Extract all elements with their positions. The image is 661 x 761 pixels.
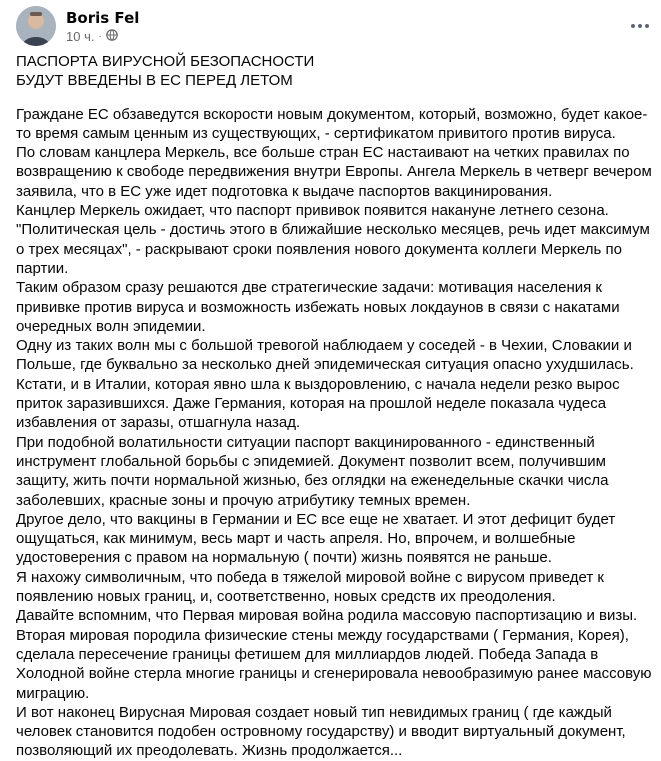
avatar-image (16, 6, 56, 46)
post-paragraph: По словам канцлера Меркель, все больше стран ЕС настаивают на четких правилах по возвращению к свободе передвижения внутри Европы. Ангела Меркель в четверг вечером заявила, что в ЕС уже идет подготовка к выдаче паспортов вакцинирования. (16, 144, 652, 200)
post-paragraph: Таким образом сразу решаются две стратегические задачи: мотивация населения к прививке против вируса и возможность избежать новых локдаунов в связи с накатами очередных волн эпидемии. (16, 279, 620, 335)
post-header (16, 6, 656, 46)
post-paragraph: Я нахожу символичным, что победа в тяжелой мировой войне с вирусом приведет к появлению новых границ, и, соответственно, новых средств их преодоления. (16, 568, 604, 606)
post-title (16, 52, 656, 91)
post-paragraph: Граждане ЕС обзаведутся вскорости новым документом, который, возможно, будет какое-то время самым ценным из существующих, - сертификатом привитого против вируса. (16, 105, 648, 142)
post-title-line: ПАСПОРТА ВИРУСНОЙ БЕЗОПАСНОСТИ (16, 53, 315, 70)
post-content (16, 52, 656, 761)
post-paragraph: Вторая мировая породила физические стены между государствами ( Германия, Корея), сделала пересечение границы фетишем для миллиардов людей. Победа Запада в Холодной войне стерла многие границы и сгенерировала невообразимую ранее массовую миграцию. (16, 626, 652, 702)
post-paragraph: Кстати, и в Италии, которая явно шла к выздоровлению, с начала недели резко вырос приток заразившихся. Даже Германия, которая на прошлой неделе показала чудеса избавления от заразы, отшагнула назад. (16, 375, 620, 432)
more-options-icon[interactable] (628, 14, 652, 38)
post-paragraph: Давайте вспомним, что Первая мировая война родила массовую паспортизацию и визы. (16, 607, 638, 625)
author-name[interactable]: Boris Fel (66, 9, 140, 27)
post-title-line: БУДУТ ВВЕДЕНЫ В ЕС ПЕРЕД ЛЕТОМ (16, 72, 293, 90)
post-body (16, 105, 656, 761)
avatar[interactable] (16, 6, 56, 46)
post-paragraph: Другое дело, что вакцины в Германии и ЕС все еще не хватает. И этот дефицит будет ощущаться, как минимум, весь март и часть апреля. Но, впрочем, и волшебные удостоверения с правом на нормальную ( почти) жизнь появятся не раньше. (16, 510, 616, 567)
post-paragraph: Канцлер Меркель ожидает, что паспорт прививок появится накануне летнего сезона. (16, 202, 609, 220)
post-meta (66, 29, 118, 44)
separator-dot: · (98, 31, 102, 42)
post-timestamp[interactable]: 10 ч. (66, 29, 95, 44)
post-paragraph: "Политическая цель - достичь этого в ближайшие несколько месяцев, речь идет максимум о трех месяцах", - раскрывают сроки появления нового документа коллеги Меркель по партии. (16, 221, 650, 277)
post-paragraph: Одну из таких волн мы с большой тревогой наблюдаем у соседей - в Чехии, Словакии и Польше, где буквально за несколько дней эпидемическая ситуация опасно ухудшилась. (16, 337, 634, 374)
globe-icon[interactable] (106, 29, 118, 44)
post-paragraph: При подобной волатильности ситуации паспорт вакцинированного - единственный инструмент глобальной борьбы с эпидемией. Документ позволит всем, получившим защиту, жить почти нормальной жизнью, без оглядки на еженедельные скачки числа заболевших, красные зоны и прочую атрибутику темных времен. (16, 433, 609, 509)
post-paragraph: И вот наконец Вирусная Мировая создает новый тип невидимых границ ( где каждый человек становится подобен островному государству) и вводит виртуальный документ, позволяющий их преодолевать. Жизнь продолжается... (16, 703, 626, 760)
